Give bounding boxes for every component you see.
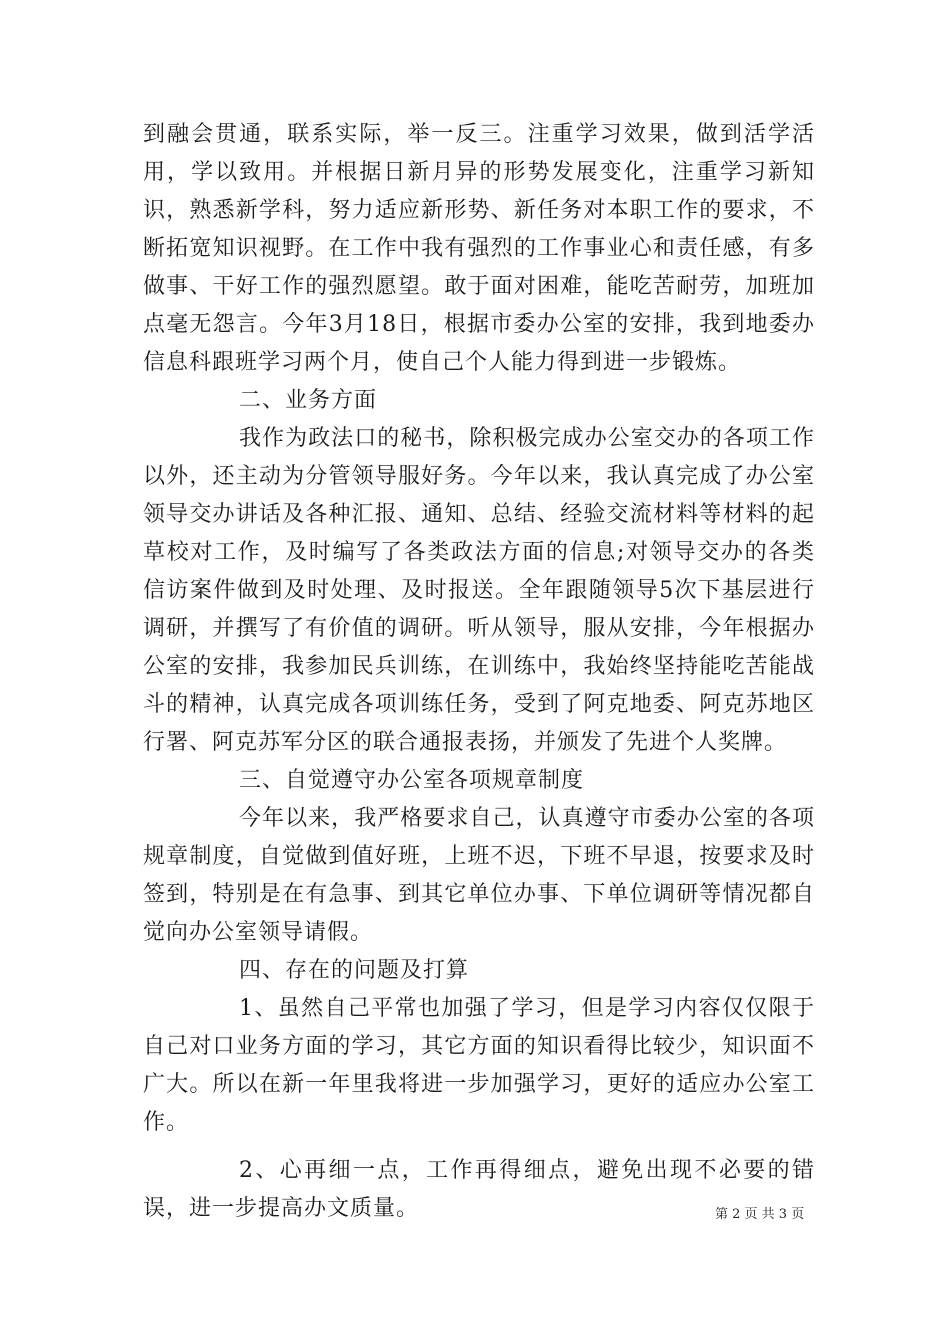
section-heading-business: 二、业务方面 (239, 388, 378, 413)
paragraph-problem-2: 2、心再细一点，工作再得细点，避免出现不必要的错误，进一步提高办文质量。 (143, 1158, 815, 1221)
section-heading-problems: 四、存在的问题及打算 (239, 958, 470, 983)
page-number-footer: 第 2 页 共 3 页 (715, 1207, 805, 1222)
paragraph-business: 我作为政法口的秘书，除积极完成办公室交办的各项工作以外，还主动为分管领导服好务。今年以来，我认真完成了办公室领导交办讲话及各种汇报、通知、总结、经验交流材料等材料的起草校对工作，及时编写了各类政法方面的信息;对领导交办的各类信访案件做到及时处理、及时报送。全年跟随领导5次下基层进行调研，并撰写了有价值的调研。听从领导，服从安排，今年根据办公室的安排，我参加民兵训练，在训练中，我始终坚持能吃苦能战斗的精神，认真完成各项训练任务，受到了阿克地委、阿克苏地区行署、阿克苏军分区的联合通报表扬，并颁发了先进个人奖牌。 (143, 426, 815, 755)
paragraph-study-continued: 到融会贯通，联系实际，举一反三。注重学习效果，做到活学活用，学以致用。并根据日新月异的形势发展变化，注重学习新知识，熟悉新学科，努力适应新形势、新任务对本职工作的要求，不断拓宽知识视野。在工作中我有强烈的工作事业心和责任感，有多做事、干好工作的强烈愿望。敢于面对困难，能吃苦耐劳，加班加点毫无怨言。今年3月18日，根据市委办公室的安排，我到地委办信息科跟班学习两个月，使自己个人能力得到进一步锻炼。 (143, 122, 815, 375)
document-body (143, 116, 815, 1228)
paragraph-spacer (143, 1142, 815, 1152)
paragraph-rules: 今年以来，我严格要求自己，认真遵守市委办公室的各项规章制度，自觉做到值好班，上班不迟，下班不早退，按要求及时签到，特别是在有急事、到其它单位办事、下单位调研等情况都自觉向办公室领导请假。 (143, 806, 815, 945)
paragraph-problem-1: 1、虽然自己平常也加强了学习，但是学习内容仅仅限于自己对口业务方面的学习，其它方面的知识看得比较少，知识面不广大。所以在新一年里我将进一步加强学习，更好的适应办公室工作。 (143, 996, 815, 1135)
section-heading-rules: 三、自觉遵守办公室各项规章制度 (239, 768, 585, 793)
